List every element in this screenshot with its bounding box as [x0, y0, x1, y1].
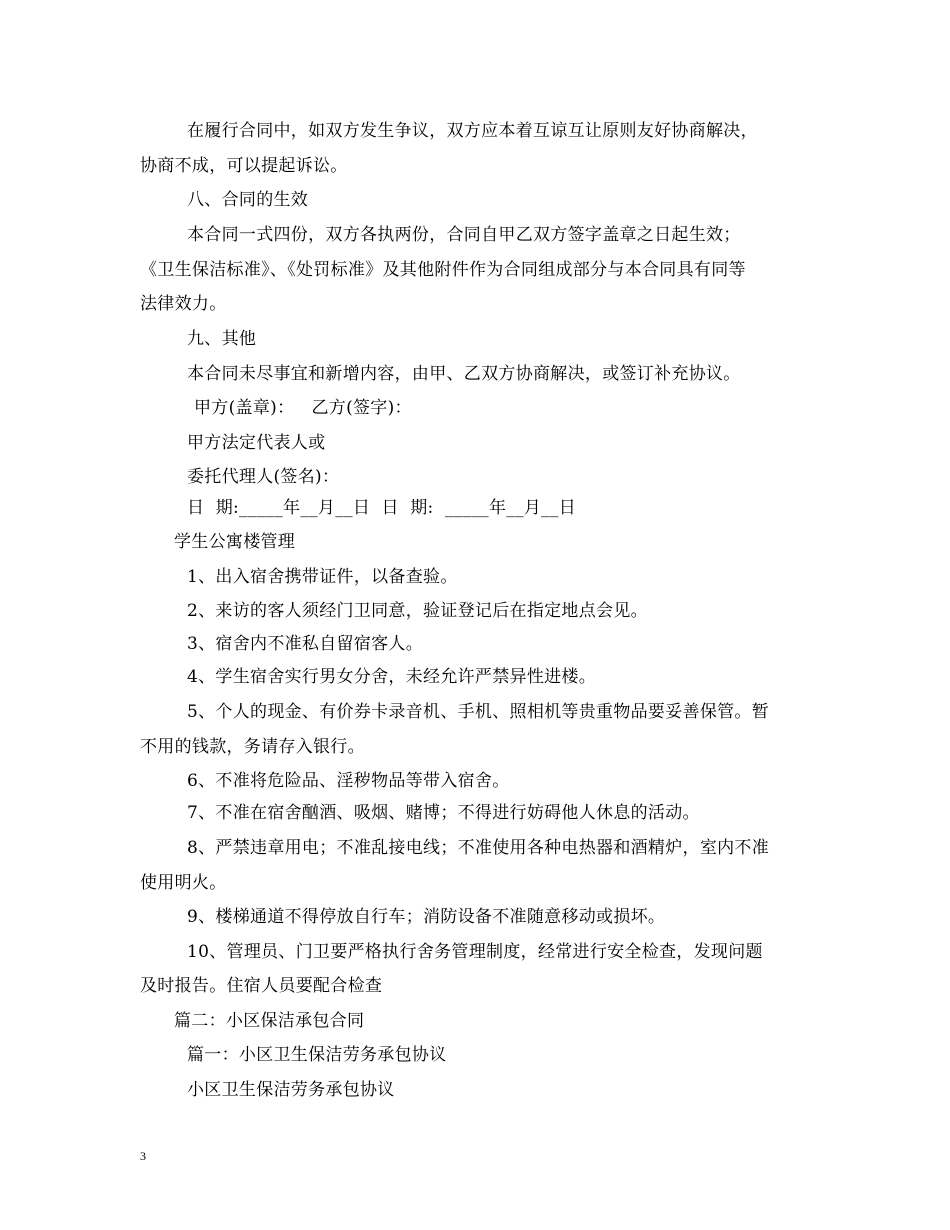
- dormitory-heading: 学生公寓楼管理: [174, 532, 296, 552]
- contract-dispute-line-1: 在履行合同中，如双方发生争议，双方应本着互谅互让原则友好协商解决，: [187, 121, 758, 141]
- signature-party-line: 甲方(盖章)： 乙方(签字)：: [194, 398, 412, 418]
- dormitory-rule-5-line-1: 5、个人的现金、有价券卡录音机、手机、照相机等贵重物品要妥善保管。暂: [187, 702, 770, 722]
- section-heading-other: 九、其他: [187, 329, 257, 349]
- dormitory-rule-4: 4、学生宿舍实行男女分舍，未经允许严禁异性进楼。: [187, 667, 597, 687]
- dormitory-rule-9: 9、楼梯通道不得停放自行车；消防设备不准随意移动或损坏。: [187, 907, 666, 927]
- dormitory-rule-10-line-1: 10、管理员、门卫要严格执行舍务管理制度，经常进行安全检查，发现问题: [187, 942, 763, 962]
- dormitory-rule-2: 2、来访的客人须经门卫同意，验证登记后在指定地点会见。: [187, 601, 648, 621]
- dormitory-rule-6: 6、不准将危险品、淫秽物品等带入宿舍。: [187, 771, 510, 791]
- dormitory-rule-10-line-2: 及时报告。住宿人员要配合检查: [140, 976, 383, 996]
- dormitory-rule-7: 7、不准在宿舍酗酒、吸烟、赌博；不得进行妨碍他人休息的活动。: [187, 803, 700, 823]
- article-one-heading: 篇一：小区卫生保洁劳务承包协议: [187, 1045, 447, 1065]
- dormitory-rule-1: 1、出入宿舍携带证件，以备查验。: [187, 567, 458, 587]
- section-heading-effect: 八、合同的生效: [187, 190, 309, 210]
- contract-effect-line-1: 本合同一式四份，双方各执两份，合同自甲乙双方签字盖章之日起生效；: [187, 225, 741, 245]
- authorized-agent-line: 委托代理人(签名)：: [187, 467, 340, 487]
- legal-representative-line: 甲方法定代表人或: [187, 433, 326, 453]
- dormitory-rule-5-line-2: 不用的钱款，务请存入银行。: [140, 737, 365, 757]
- contract-effect-line-2: 《卫生保洁标准》、《处罚标准》及其他附件作为合同组成部分与本合同具有同等: [140, 260, 746, 280]
- other-clause-line: 本合同未尽事宜和新增内容，由甲、乙双方协商解决，或签订补充协议。: [187, 364, 741, 384]
- article-two-heading: 篇二：小区保洁承包合同: [174, 1011, 365, 1031]
- dormitory-rule-8-line-1: 8、严禁违章用电；不准乱接电线；不准使用各种电热器和酒精炉，室内不准: [187, 838, 770, 858]
- contract-effect-line-3: 法律效力。: [140, 294, 227, 314]
- dormitory-rule-3: 3、宿舍内不准私自留宿客人。: [187, 634, 424, 654]
- page-number: 3: [140, 1149, 146, 1163]
- dormitory-rule-8-line-2: 使用明火。: [140, 873, 227, 893]
- date-line: 日 期:_____年__月__日 日 期: _____年__月__日: [187, 498, 577, 518]
- contract-dispute-line-2: 协商不成，可以提起诉讼。: [140, 156, 348, 176]
- labor-contract-title: 小区卫生保洁劳务承包协议: [187, 1080, 395, 1100]
